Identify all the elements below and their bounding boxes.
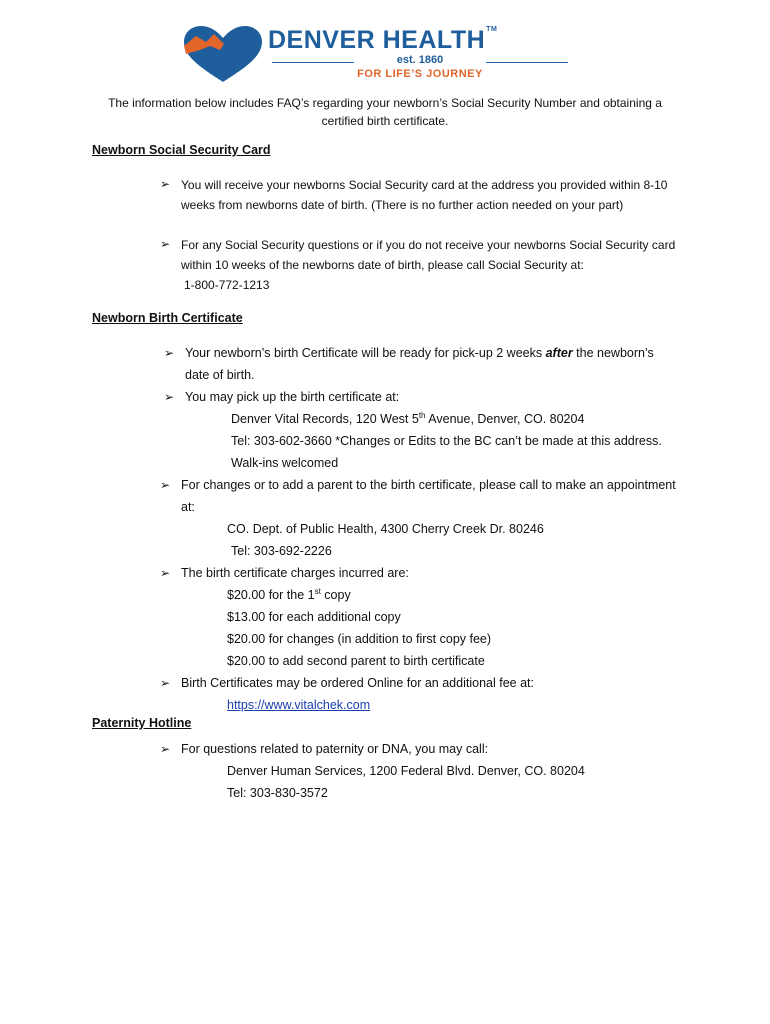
brand-name: DENVER HEALTH™ <box>268 26 498 54</box>
bullet-arrow-icon: ➢ <box>160 676 171 690</box>
cdph-tel: Tel: 303-692-2226 <box>231 544 332 558</box>
vitalchek-link[interactable]: https://www.vitalchek.com <box>227 698 371 712</box>
bc-bullet-changes: For changes or to add a parent to the birth certificate, please call to make an appointment at: <box>181 478 676 514</box>
fee-second-parent: $20.00 to add second parent to birth certificate <box>227 654 485 668</box>
established-year: est. 1860 <box>396 54 444 66</box>
human-services-tel: Tel: 303-830-3572 <box>227 786 328 800</box>
bullet-arrow-icon: ➢ <box>160 177 171 191</box>
heart-mountain-icon <box>180 24 266 84</box>
intro-text: The information below includes FAQ’s regarding your newborn’s Social Security Number and obtaining a certified birth certificate. <box>108 96 662 128</box>
bullet-arrow-icon: ➢ <box>164 346 175 360</box>
section-heading-social-security: Newborn Social Security Card <box>92 143 271 157</box>
ssn-phone: 1-800-772-1213 <box>184 278 270 292</box>
paternity-bullet: For questions related to paternity or DNA, you may call: <box>181 742 489 756</box>
fee-additional-copy: $13.00 for each additional copy <box>227 610 401 624</box>
bc-bullet-charges: The birth certificate charges incurred are: <box>181 566 409 580</box>
ssn-bullet-2: For any Social Security questions or if you do not receive your newborns Social Security card within 10 weeks of the newborns date of birth, please call Social Security at: <box>181 238 676 272</box>
bullet-arrow-icon: ➢ <box>160 742 171 756</box>
ssn-bullet-1: You will receive your newborns Social Security card at the address you provided within 8-10 weeks from newborns date of birth. (There is no further action needed on your part) <box>181 178 668 212</box>
fee-first-copy: $20.00 for the 1st copy <box>227 586 351 602</box>
bc-bullet-online: Birth Certificates may be ordered Online for an additional fee at: <box>181 676 534 690</box>
denver-health-logo <box>180 24 580 86</box>
bullet-arrow-icon: ➢ <box>160 478 171 492</box>
bc-bullet-ready: Your newborn’s birth Certificate will be ready for pick-up 2 weeks after the newborn’s date of birth. <box>185 346 654 382</box>
bullet-arrow-icon: ➢ <box>164 390 175 404</box>
human-services-address: Denver Human Services, 1200 Federal Blvd. Denver, CO. 80204 <box>227 764 585 778</box>
tagline: FOR LIFE’S JOURNEY <box>357 68 483 80</box>
vital-records-tel: Tel: 303-602-3660 *Changes or Edits to the BC can’t be made at this address. Walk-ins welcomed <box>231 434 662 470</box>
bullet-arrow-icon: ➢ <box>160 566 171 580</box>
vital-records-address: Denver Vital Records, 120 West 5th Avenue, Denver, CO. 80204 <box>231 410 585 426</box>
fee-changes: $20.00 for changes (in addition to first copy fee) <box>227 632 492 646</box>
section-heading-birth-certificate: Newborn Birth Certificate <box>92 311 243 325</box>
bullet-arrow-icon: ➢ <box>160 237 171 251</box>
cdph-address: CO. Dept. of Public Health, 4300 Cherry Creek Dr. 80246 <box>227 522 544 536</box>
section-heading-paternity: Paternity Hotline <box>92 716 192 730</box>
bc-bullet-pickup: You may pick up the birth certificate at: <box>185 390 400 404</box>
